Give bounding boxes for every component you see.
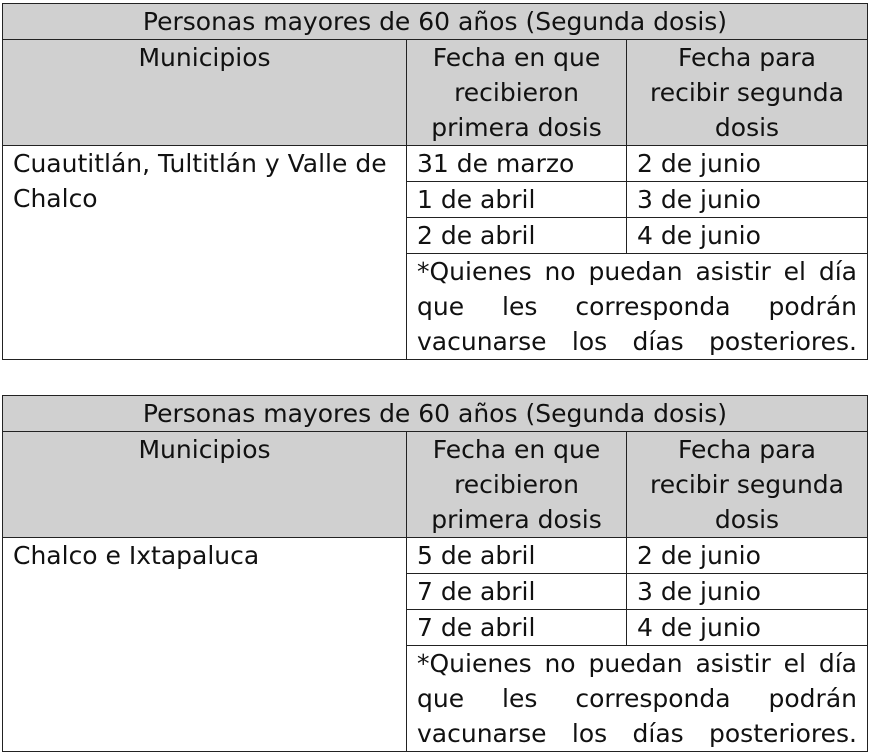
table-row (3, 146, 868, 182)
note-text: *Quienes no puedan asistir el día que les corresponda podrán vacunarse los días posteriores. (407, 646, 868, 752)
schedule-table-2 (2, 395, 868, 752)
fecha-segunda-cell: 4 de junio (627, 218, 868, 254)
municipio-name: Cuautitlán, Tultitlán y Valle de Chalco (3, 146, 407, 360)
header-fecha-segunda: Fecha para recibir segunda dosis (627, 40, 868, 146)
fecha-segunda-cell: 2 de junio (627, 538, 868, 574)
fecha-primera-cell: 7 de abril (407, 574, 627, 610)
schedule-table-1 (2, 3, 868, 360)
fecha-segunda-cell: 3 de junio (627, 182, 868, 218)
note-text: *Quienes no puedan asistir el día que les corresponda podrán vacunarse los días posteriores. (407, 254, 868, 360)
table-row (3, 538, 868, 574)
fecha-primera-cell: 5 de abril (407, 538, 627, 574)
fecha-segunda-cell: 3 de junio (627, 574, 868, 610)
header-fecha-primera: Fecha en que recibieron primera dosis (407, 40, 627, 146)
table-title: Personas mayores de 60 años (Segunda dosis) (3, 396, 868, 432)
fecha-segunda-cell: 4 de junio (627, 610, 868, 646)
header-municipios: Municipios (3, 432, 407, 538)
municipio-name: Chalco e Ixtapaluca (3, 538, 407, 752)
fecha-segunda-cell: 2 de junio (627, 146, 868, 182)
fecha-primera-cell: 7 de abril (407, 610, 627, 646)
header-municipios: Municipios (3, 40, 407, 146)
fecha-primera-cell: 2 de abril (407, 218, 627, 254)
header-fecha-primera: Fecha en que recibieron primera dosis (407, 432, 627, 538)
fecha-primera-cell: 1 de abril (407, 182, 627, 218)
header-fecha-segunda: Fecha para recibir segunda dosis (627, 432, 868, 538)
fecha-primera-cell: 31 de marzo (407, 146, 627, 182)
table-title: Personas mayores de 60 años (Segunda dosis) (3, 4, 868, 40)
